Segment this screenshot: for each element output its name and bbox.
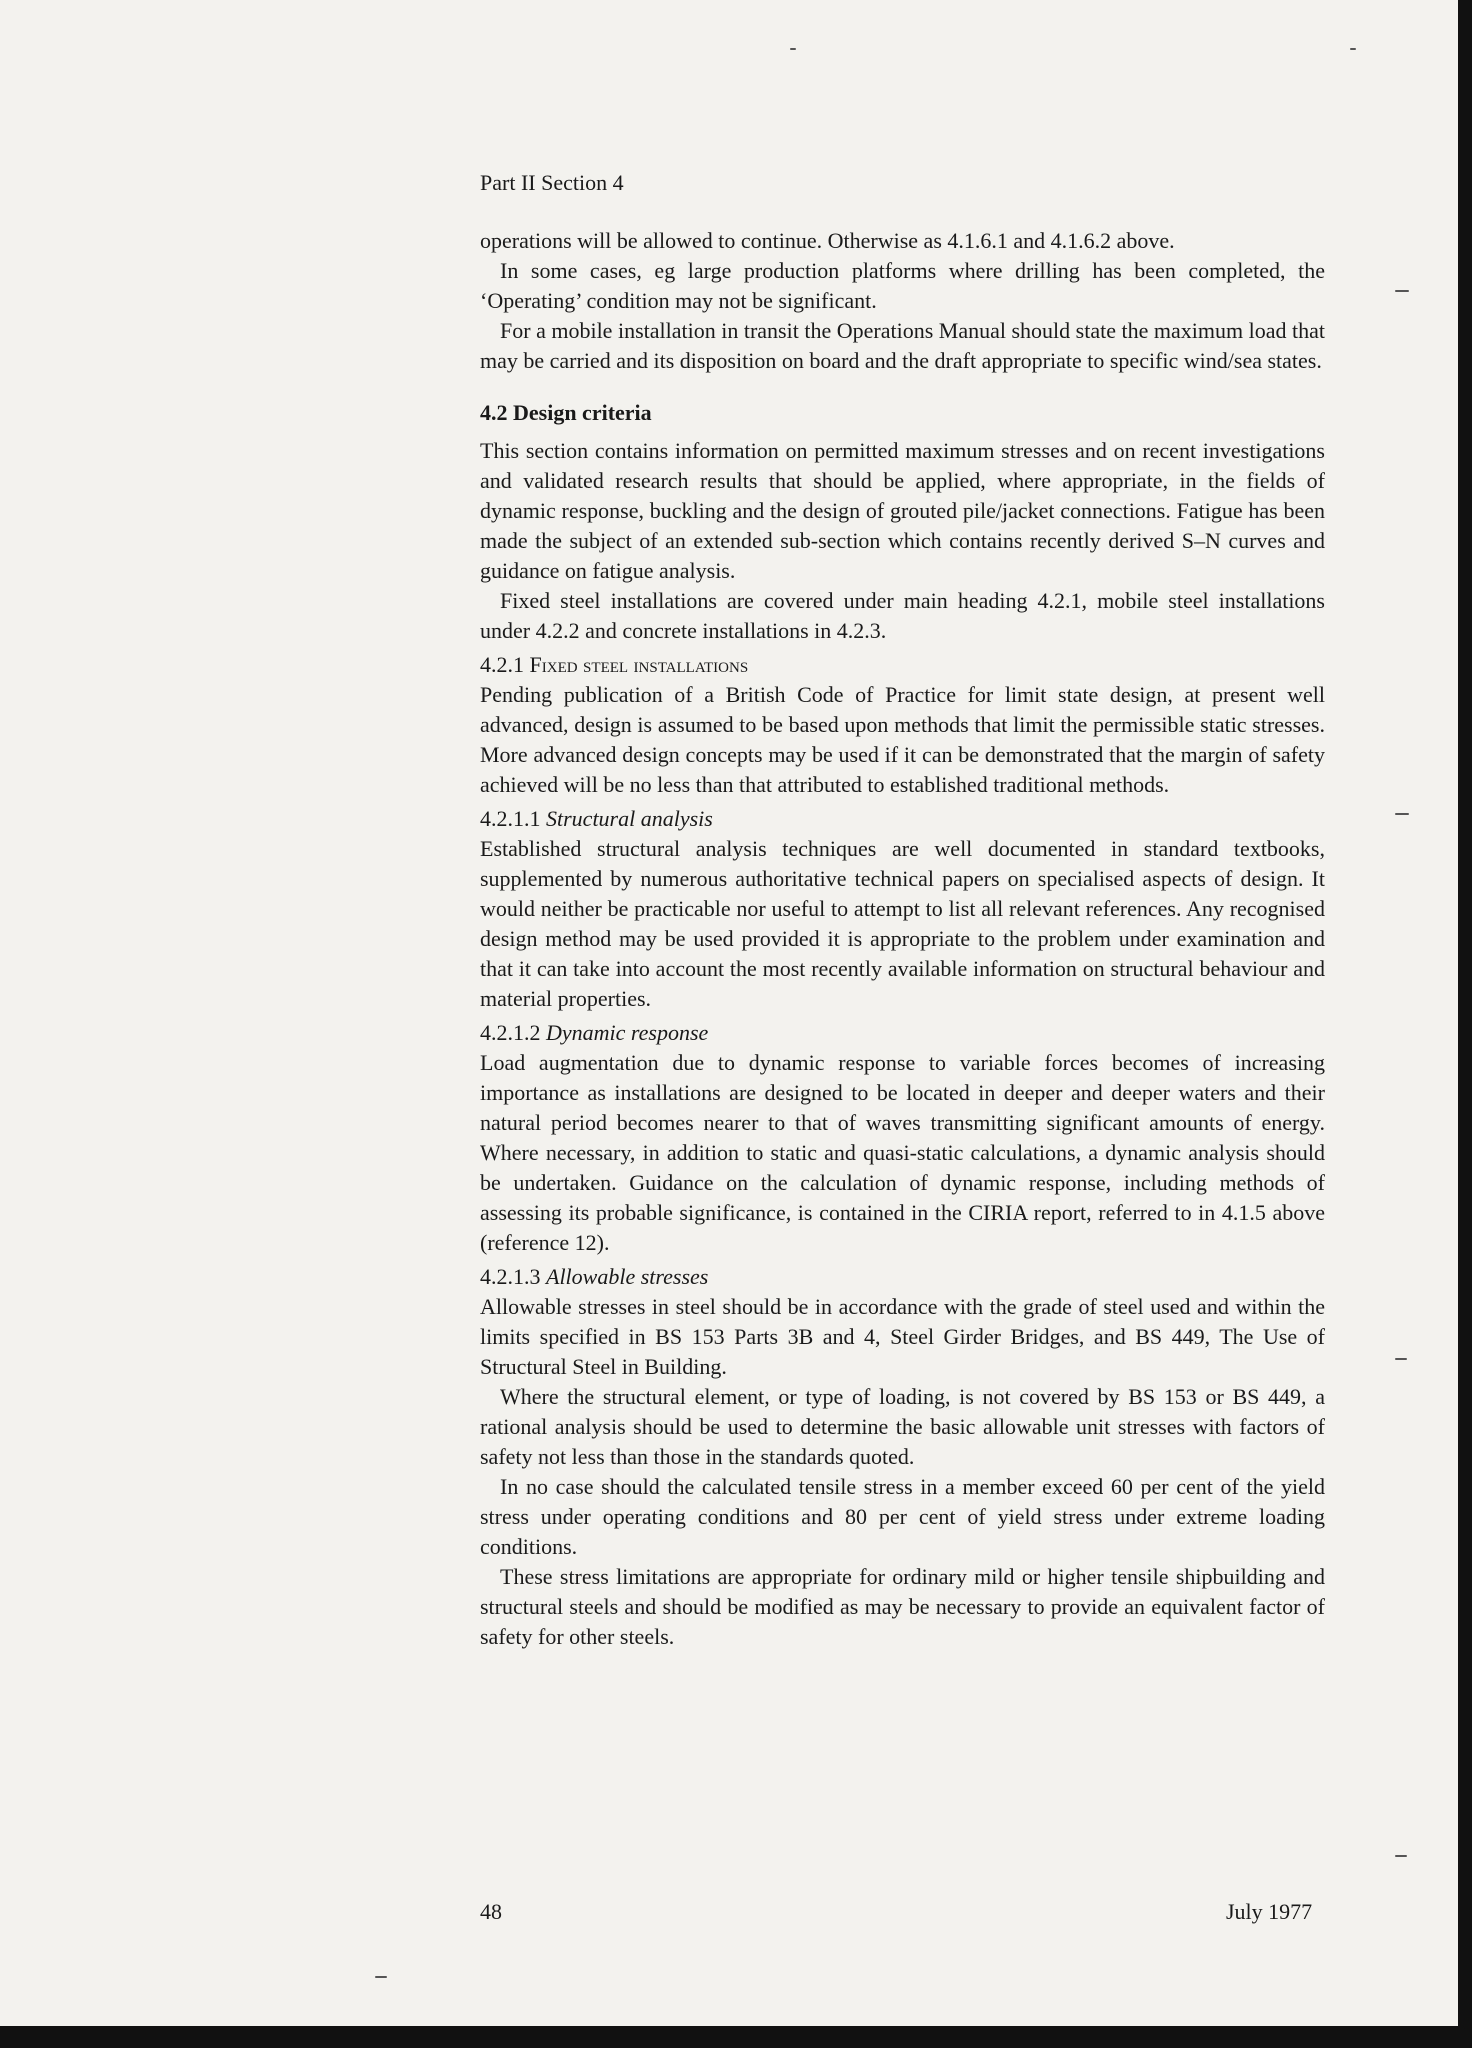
scan-speck <box>1395 290 1409 292</box>
page-body <box>480 226 1325 1652</box>
subsection-heading-4-2-1-3 <box>480 1262 1325 1292</box>
paragraph: Load augmentation due to dynamic response to variable forces becomes of increasing importance as installations are designed to be located in deeper and deeper waters and their natural period becomes nearer to that of waves transmitting significant amounts of energy. Where necessary, in addition to static and quasi-static calculations, a dynamic analysis should be undertaken. Guidance on the calculation of dynamic response, including methods of assessing its probable significance, is contained in the CIRIA report, referred to in 4.1.5 above (reference 12). <box>480 1050 1325 1255</box>
paragraph: operations will be allowed to continue. Otherwise as 4.1.6.1 and 4.1.6.2 above. <box>480 228 1175 253</box>
scan-speck <box>1350 48 1356 50</box>
scan-speck <box>1395 1358 1407 1360</box>
paragraph: Pending publication of a British Code of Practice for limit state design, at present well advanced, design is assumed to be based upon methods that limit the permissible static stresses. More advanced design concepts may be used if it can be demonstrated that the margin of safety achieved will be no less than that attributed to established traditional methods. <box>480 682 1325 797</box>
paragraph: Allowable stresses in steel should be in accordance with the grade of steel used and within the limits specified in BS 153 Parts 3B and 4, Steel Girder Bridges, and BS 449, The Use of Structural Steel in Building. <box>480 1294 1325 1379</box>
section-title: Allowable stresses <box>546 1264 709 1289</box>
section-number: 4.2.1.2 <box>480 1020 541 1045</box>
subsection-heading-4-2-1-2 <box>480 1018 1325 1048</box>
subsection-heading-4-2-1-1 <box>480 804 1325 834</box>
section-title: Dynamic response <box>546 1020 709 1045</box>
subsection-heading-4-2-1 <box>480 650 1325 680</box>
paragraph: These stress limitations are appropriate for ordinary mild or higher tensile shipbuilding and structural steels and should be modified as may be necessary to provide an equivalent factor of safety for other steels. <box>480 1564 1325 1649</box>
section-number: 4.2.1.3 <box>480 1264 541 1289</box>
scan-speck <box>375 1976 387 1978</box>
running-header: Part II Section 4 <box>480 170 624 195</box>
section-number: 4.2.1.1 <box>480 806 541 831</box>
section-number: 4.2.1 <box>480 652 524 677</box>
paragraph: Established structural analysis techniques are well documented in standard textbooks, supplemented by numerous authoritative technical papers on specialised aspects of design. It would neither be practicable nor useful to attempt to list all relevant references. Any recognised design method may be used provided it is appropriate to the problem under examination and that it can take into account the most recently available information on structural behaviour and material properties. <box>480 836 1325 1011</box>
paragraph: For a mobile installation in transit the Operations Manual should state the maximum load that may be carried and its disposition on board and the draft appropriate to specific wind/sea states. <box>480 318 1325 373</box>
paragraph: This section contains information on permitted maximum stresses and on recent investigations and validated research results that should be applied, where appropriate, in the fields of dynamic response, buckling and the design of grouted pile/jacket connections. Fatigue has been made the subject of an extended sub-section which contains recently derived S–N curves and guidance on fatigue analysis. <box>480 438 1325 583</box>
scan-speck <box>1395 813 1409 815</box>
paragraph: In no case should the calculated tensile stress in a member exceed 60 per cent of the yield stress under operating conditions and 80 per cent of yield stress under extreme loading conditions. <box>480 1474 1325 1559</box>
scan-speck <box>1395 1855 1407 1857</box>
publication-date: July 1977 <box>1226 1899 1313 1924</box>
section-title: Fixed steel installations <box>529 652 749 677</box>
paragraph: In some cases, eg large production platforms where drilling has been completed, the ‘Operating’ condition may not be significant. <box>480 258 1325 313</box>
scan-speck <box>790 48 796 50</box>
section-title: Structural analysis <box>546 806 713 831</box>
paragraph: Fixed steel installations are covered under main heading 4.2.1, mobile steel installations under 4.2.2 and concrete installations in 4.2.3. <box>480 588 1325 643</box>
page-number: 48 <box>480 1899 502 1924</box>
paragraph: Where the structural element, or type of loading, is not covered by BS 153 or BS 449, a rational analysis should be used to determine the basic allowable unit stresses with factors of safety not less than those in the standards quoted. <box>480 1384 1325 1469</box>
section-heading-4-2: 4.2 Design criteria <box>480 400 652 425</box>
